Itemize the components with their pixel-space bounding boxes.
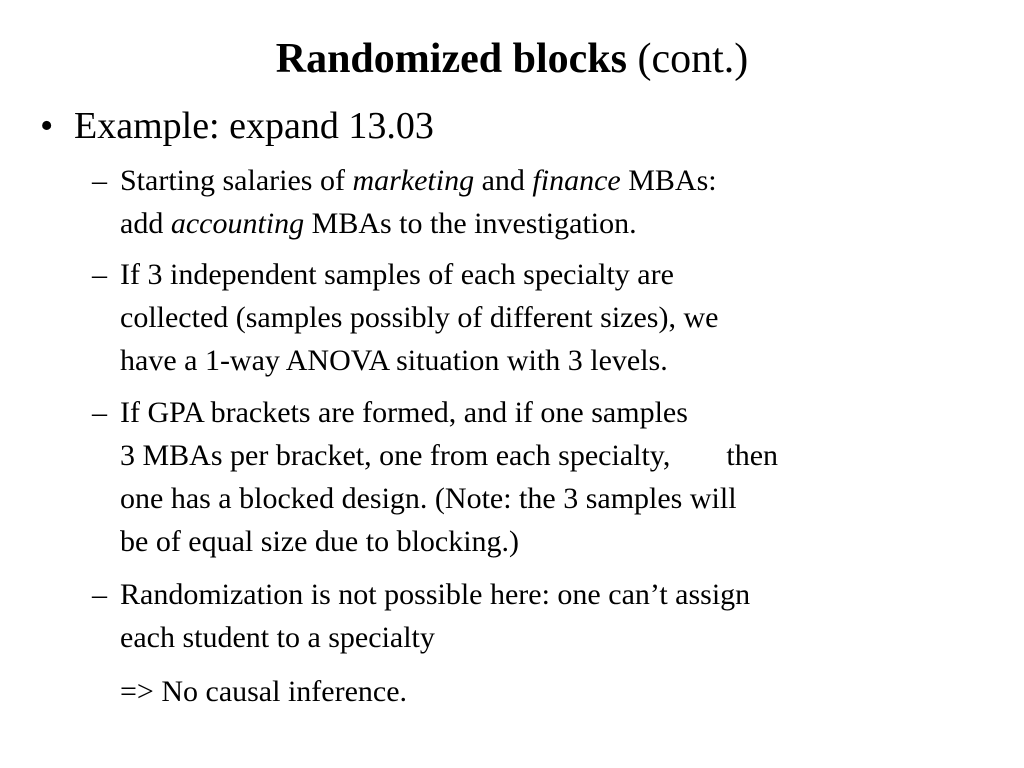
dash-marker: – [92, 396, 107, 429]
sub1-line2 [92, 202, 717, 245]
sub1-text-e: MBAs: [620, 164, 717, 197]
bullet-example [40, 101, 434, 151]
sub1-text-a: Starting salaries of [120, 164, 353, 197]
sub1-text-add: add [120, 207, 171, 240]
sub1-finance: finance [532, 164, 621, 197]
sub1-accounting: accounting [170, 207, 305, 240]
sub3-line3: one has a blocked design. (Note: the 3 samples will [120, 482, 737, 515]
sub-bullet-independent-samples [92, 253, 718, 382]
dash-marker: – [92, 578, 107, 611]
sub1-text-rest: MBAs to the investigation. [304, 207, 637, 240]
title-rest: (cont.) [637, 36, 749, 82]
conclusion-text: => No causal inference. [120, 675, 408, 708]
sub3-line1: If GPA brackets are formed, and if one samples [120, 396, 688, 429]
slide-title [0, 30, 1024, 88]
sub2-line1: If 3 independent samples of each specialty are [120, 258, 674, 291]
sub3-line2a: 3 MBAs per bracket, one from each specialty, [120, 439, 671, 472]
dash-marker: – [92, 258, 107, 291]
sub1-text-c: and [474, 164, 533, 197]
sub3-line4: be of equal size due to blocking.) [120, 525, 520, 558]
sub4-line2: each student to a specialty [120, 621, 435, 654]
sub1-marketing: marketing [352, 164, 475, 197]
sub4-line1: Randomization is not possible here: one can’t assign [120, 578, 751, 611]
title-bold: Randomized blocks [275, 36, 627, 82]
sub-bullet-gpa-brackets [92, 391, 778, 563]
bullet-marker: • [40, 105, 54, 147]
sub-bullet-salaries [92, 159, 717, 245]
sub3-line2 [92, 434, 778, 477]
bullet-text: Example: expand 13.03 [74, 105, 434, 147]
sub-bullet-randomization [92, 573, 750, 659]
sub2-line2: collected (samples possibly of different sizes), we [120, 301, 719, 334]
dash-marker: – [92, 164, 107, 197]
sub2-line3: have a 1-way ANOVA situation with 3 levels. [120, 344, 668, 377]
sub3-line2b: then [726, 439, 779, 472]
